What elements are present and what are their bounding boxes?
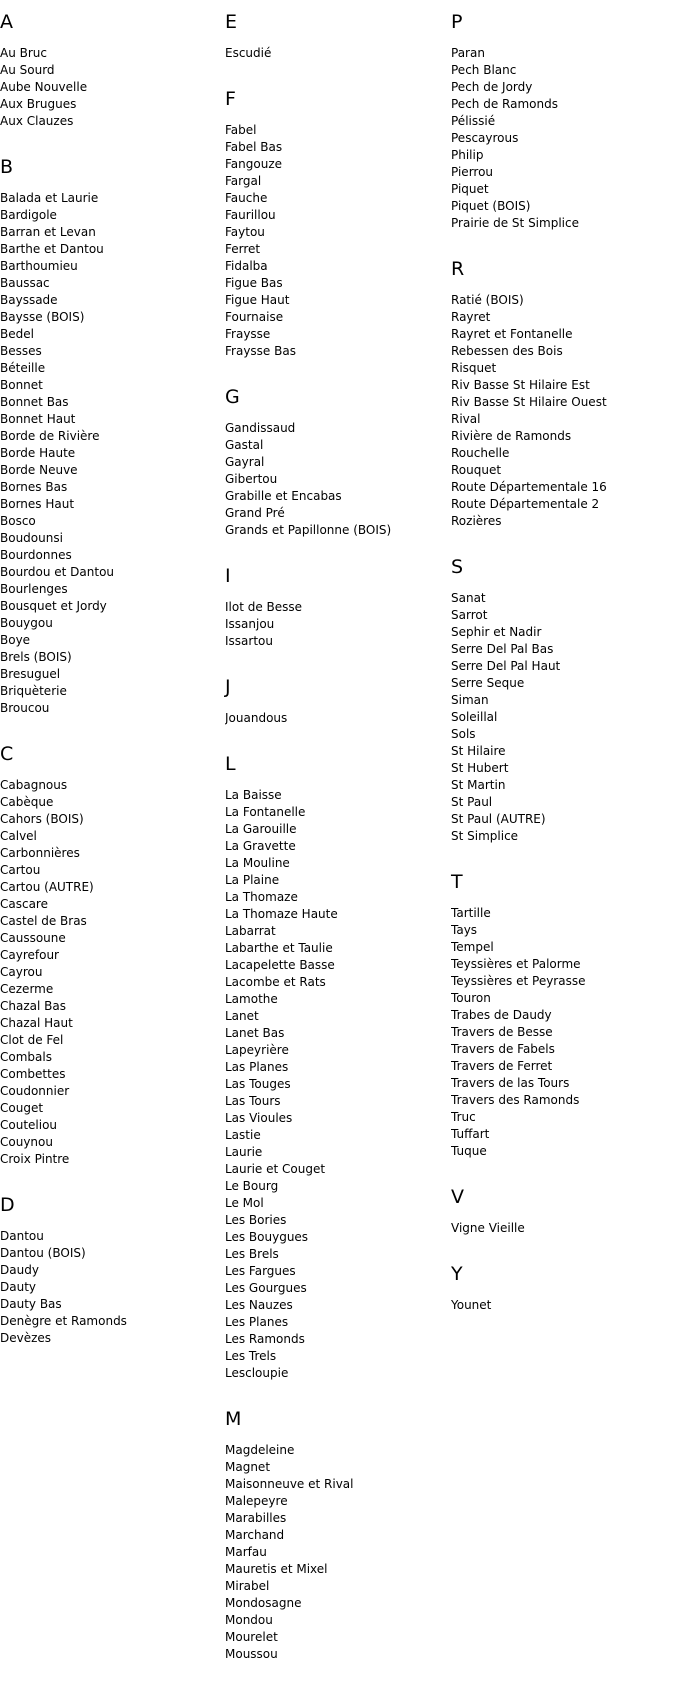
section-letter-heading: D xyxy=(0,1194,15,1216)
place-name-list xyxy=(225,599,440,650)
place-name-item: La Garouille xyxy=(225,822,297,836)
place-name-item: Ratié (BOIS) xyxy=(451,293,524,307)
letter-section xyxy=(451,870,675,1160)
place-name-item: Serre Del Pal Haut xyxy=(451,659,561,673)
place-name-item: Bourdonnes xyxy=(0,548,72,562)
letter-section xyxy=(225,87,440,360)
section-letter-heading: M xyxy=(225,1408,242,1430)
place-name-item: Le Mol xyxy=(225,1196,264,1210)
section-letter-heading: Y xyxy=(451,1263,463,1285)
letter-section xyxy=(0,155,215,717)
place-name-item: Faytou xyxy=(225,225,265,239)
place-name-item: Younet xyxy=(451,1298,492,1312)
place-name-item: Pierrou xyxy=(451,165,494,179)
place-name-item: Mourelet xyxy=(225,1630,278,1644)
place-name-item: Bousquet et Jordy xyxy=(0,599,107,613)
section-letter-heading: I xyxy=(225,565,231,587)
place-name-item: Barthe et Dantou xyxy=(0,242,104,256)
place-name-item: Fournaise xyxy=(225,310,284,324)
place-name-item: Bonnet Haut xyxy=(0,412,76,426)
place-name-item: Carbonnières xyxy=(0,846,80,860)
place-name-item: Piquet xyxy=(451,182,489,196)
place-name-item: Figue Bas xyxy=(225,276,283,290)
place-name-item: Couynou xyxy=(0,1135,53,1149)
place-name-item: Las Touges xyxy=(225,1077,291,1091)
place-name-item: Magdeleine xyxy=(225,1443,295,1457)
place-name-item: Chazal Haut xyxy=(0,1016,73,1030)
place-name-item: Lacapelette Basse xyxy=(225,958,335,972)
place-name-item: Coudonnier xyxy=(0,1084,70,1098)
place-name-list xyxy=(451,590,675,845)
letter-section xyxy=(451,555,675,845)
place-name-item: St Martin xyxy=(451,778,506,792)
place-name-item: Labarrat xyxy=(225,924,276,938)
place-name-item: Gastal xyxy=(225,438,264,452)
place-name-item: Les Nauzes xyxy=(225,1298,293,1312)
place-name-item: La Mouline xyxy=(225,856,290,870)
place-name-item: Daudy xyxy=(0,1263,39,1277)
place-name-item: Pech Blanc xyxy=(451,63,517,77)
place-name-item: Au Bruc xyxy=(0,46,47,60)
place-name-list xyxy=(451,905,675,1160)
place-name-item: Fabel xyxy=(225,123,257,137)
place-name-item: Bourlenges xyxy=(0,582,68,596)
place-name-item: Prairie de St Simplice xyxy=(451,216,579,230)
place-name-item: Castel de Bras xyxy=(0,914,87,928)
place-name-item: Les Ramonds xyxy=(225,1332,305,1346)
letter-section xyxy=(225,10,440,62)
place-name-item: Aube Nouvelle xyxy=(0,80,88,94)
place-name-item: Fabel Bas xyxy=(225,140,283,154)
place-name-item: Couget xyxy=(0,1101,44,1115)
place-name-item: Lescloupie xyxy=(225,1366,289,1380)
place-name-list xyxy=(225,787,440,1382)
place-name-item: Borde Haute xyxy=(0,446,76,460)
place-name-item: La Thomaze Haute xyxy=(225,907,338,921)
place-name-item: Barran et Levan xyxy=(0,225,96,239)
place-name-item: Travers de Fabels xyxy=(451,1042,555,1056)
place-name-item: Cahors (BOIS) xyxy=(0,812,84,826)
place-name-item: Les Planes xyxy=(225,1315,289,1329)
place-name-item: Tuque xyxy=(451,1144,487,1158)
place-name-item: Boye xyxy=(0,633,31,647)
place-name-item: Paran xyxy=(451,46,485,60)
place-name-item: Cartou xyxy=(0,863,41,877)
place-name-list xyxy=(0,777,215,1168)
place-name-item: Marabilles xyxy=(225,1511,287,1525)
place-name-item: Cartou (AUTRE) xyxy=(0,880,94,894)
index-column-3 xyxy=(451,10,675,1339)
place-name-item: Gibertou xyxy=(225,472,278,486)
place-name-item: Gandissaud xyxy=(225,421,296,435)
place-name-item: Issanjou xyxy=(225,617,275,631)
place-name-item: Rayret et Fontanelle xyxy=(451,327,573,341)
place-name-item: Calvel xyxy=(0,829,37,843)
place-name-item: Les Bouygues xyxy=(225,1230,309,1244)
place-name-item: Philip xyxy=(451,148,484,162)
section-letter-heading: S xyxy=(451,556,464,578)
place-name-item: Rouquet xyxy=(451,463,502,477)
place-name-item: Lacombe et Rats xyxy=(225,975,326,989)
letter-section xyxy=(225,675,440,727)
place-name-item: Lamothe xyxy=(225,992,278,1006)
place-name-item: Teyssières et Peyrasse xyxy=(451,974,586,988)
place-name-item: Rival xyxy=(451,412,481,426)
place-name-item: Baussac xyxy=(0,276,50,290)
place-name-list xyxy=(225,710,440,727)
place-name-item: Cabèque xyxy=(0,795,54,809)
place-name-item: Figue Haut xyxy=(225,293,290,307)
place-name-item: Travers de Ferret xyxy=(451,1059,553,1073)
place-name-list xyxy=(225,420,440,539)
place-name-item: Pescayrous xyxy=(451,131,519,145)
place-name-item: Fidalba xyxy=(225,259,268,273)
section-letter-heading: P xyxy=(451,11,463,33)
place-name-item: Route Départementale 2 xyxy=(451,497,600,511)
place-name-item: Trabes de Daudy xyxy=(451,1008,552,1022)
place-name-item: Riv Basse St Hilaire Ouest xyxy=(451,395,607,409)
place-name-item: Siman xyxy=(451,693,489,707)
place-name-item: Fargal xyxy=(225,174,262,188)
place-name-item: Pech de Jordy xyxy=(451,80,533,94)
place-name-item: Las Vioules xyxy=(225,1111,293,1125)
section-letter-heading: F xyxy=(225,88,236,110)
place-name-list xyxy=(451,292,675,530)
place-name-item: Marchand xyxy=(225,1528,285,1542)
place-name-item: Dantou (BOIS) xyxy=(0,1246,86,1260)
place-name-item: Soleillal xyxy=(451,710,498,724)
section-letter-heading: T xyxy=(451,871,463,893)
place-name-item: Les Gourgues xyxy=(225,1281,307,1295)
place-name-item: St Hubert xyxy=(451,761,509,775)
place-name-item: Les Trels xyxy=(225,1349,277,1363)
letter-section xyxy=(0,1193,215,1347)
place-name-item: Denègre et Ramonds xyxy=(0,1314,127,1328)
place-name-list xyxy=(225,122,440,360)
place-name-item: Le Bourg xyxy=(225,1179,279,1193)
place-name-item: Maisonneuve et Rival xyxy=(225,1477,354,1491)
place-name-item: Caussoune xyxy=(0,931,66,945)
place-name-item: Riv Basse St Hilaire Est xyxy=(451,378,590,392)
place-name-item: Cayrefour xyxy=(0,948,59,962)
letter-section xyxy=(0,10,215,130)
letter-section xyxy=(451,10,675,232)
place-name-item: Bardigole xyxy=(0,208,57,222)
place-name-item: Serre Seque xyxy=(451,676,525,690)
section-letter-heading: L xyxy=(225,753,236,775)
place-name-item: Fangouze xyxy=(225,157,283,171)
place-name-item: Aux Clauzes xyxy=(0,114,74,128)
place-name-item: Mauretis et Mixel xyxy=(225,1562,328,1576)
section-letter-heading: A xyxy=(0,11,13,33)
place-name-item: Bonnet Bas xyxy=(0,395,69,409)
place-name-item: Lastie xyxy=(225,1128,261,1142)
place-name-item: Escudié xyxy=(225,46,272,60)
place-name-item: La Fontanelle xyxy=(225,805,306,819)
place-name-item: Travers des Ramonds xyxy=(451,1093,580,1107)
place-name-item: Gayral xyxy=(225,455,265,469)
place-name-item: Boudounsi xyxy=(0,531,63,545)
section-letter-heading: C xyxy=(0,743,14,765)
place-name-item: Barthoumieu xyxy=(0,259,78,273)
place-name-item: Croix Pintre xyxy=(0,1152,70,1166)
section-letter-heading: B xyxy=(0,156,14,178)
place-name-item: Broucou xyxy=(0,701,50,715)
letter-section xyxy=(451,1262,675,1314)
index-column-1 xyxy=(0,10,215,1372)
place-name-item: Truc xyxy=(451,1110,476,1124)
place-name-item: Grabille et Encabas xyxy=(225,489,342,503)
letter-section xyxy=(225,752,440,1382)
place-name-item: Piquet (BOIS) xyxy=(451,199,531,213)
place-name-item: Sephir et Nadir xyxy=(451,625,542,639)
place-name-item: Cascare xyxy=(0,897,48,911)
place-name-item: La Gravette xyxy=(225,839,296,853)
place-name-item: Travers de Besse xyxy=(451,1025,553,1039)
place-name-item: Faurillou xyxy=(225,208,276,222)
place-name-item: Laurie et Couget xyxy=(225,1162,326,1176)
place-name-item: Rivière de Ramonds xyxy=(451,429,572,443)
place-name-item: Laurie xyxy=(225,1145,263,1159)
section-letter-heading: E xyxy=(225,11,238,33)
place-name-item: Serre Del Pal Bas xyxy=(451,642,554,656)
place-name-item: Bayssade xyxy=(0,293,58,307)
place-name-item: La Plaine xyxy=(225,873,280,887)
place-name-item: Dauty Bas xyxy=(0,1297,62,1311)
place-name-list xyxy=(451,1220,675,1237)
place-name-item: Las Tours xyxy=(225,1094,281,1108)
place-name-item: Malepeyre xyxy=(225,1494,288,1508)
letter-section xyxy=(0,742,215,1168)
place-name-item: Tempel xyxy=(451,940,494,954)
place-name-item: Les Fargues xyxy=(225,1264,296,1278)
place-name-list xyxy=(451,1297,675,1314)
place-name-item: Marfau xyxy=(225,1545,267,1559)
place-name-item: Les Brels xyxy=(225,1247,279,1261)
place-name-list xyxy=(0,190,215,717)
place-name-item: Bornes Bas xyxy=(0,480,68,494)
place-name-item: St Simplice xyxy=(451,829,519,843)
letter-section xyxy=(225,385,440,539)
place-name-list xyxy=(0,45,215,130)
place-name-item: Grands et Papillonne (BOIS) xyxy=(225,523,392,537)
place-name-item: Besses xyxy=(0,344,42,358)
place-name-item: Clot de Fel xyxy=(0,1033,64,1047)
place-name-item: Tays xyxy=(451,923,478,937)
place-name-item: Bosco xyxy=(0,514,36,528)
place-name-item: Moussou xyxy=(225,1647,278,1661)
place-name-item: Pech de Ramonds xyxy=(451,97,558,111)
place-name-item: Couteliou xyxy=(0,1118,58,1132)
place-name-item: Devèzes xyxy=(0,1331,52,1345)
place-name-item: Cezerme xyxy=(0,982,54,996)
place-name-item: Balada et Laurie xyxy=(0,191,99,205)
place-name-item: Rebessen des Bois xyxy=(451,344,563,358)
place-name-item: Touron xyxy=(451,991,491,1005)
place-name-item: Béteille xyxy=(0,361,46,375)
place-name-item: Sanat xyxy=(451,591,486,605)
place-name-item: Labarthe et Taulie xyxy=(225,941,333,955)
place-name-item: Pélissié xyxy=(451,114,496,128)
place-name-item: Borde de Rivière xyxy=(0,429,100,443)
place-name-item: Fraysse xyxy=(225,327,271,341)
place-name-item: Baysse (BOIS) xyxy=(0,310,85,324)
place-name-item: Lanet xyxy=(225,1009,259,1023)
place-name-item: St Paul xyxy=(451,795,493,809)
place-name-item: Rozières xyxy=(451,514,502,528)
place-name-item: Las Planes xyxy=(225,1060,289,1074)
place-name-item: Risquet xyxy=(451,361,497,375)
place-name-item: Teyssières et Palorme xyxy=(451,957,581,971)
letter-section xyxy=(225,1407,440,1663)
place-name-item: Bourdou et Dantou xyxy=(0,565,115,579)
letter-section xyxy=(451,1185,675,1237)
place-name-item: Route Départementale 16 xyxy=(451,480,607,494)
place-name-item: Mondosagne xyxy=(225,1596,302,1610)
place-name-item: Ferret xyxy=(225,242,261,256)
section-letter-heading: G xyxy=(225,386,240,408)
place-name-item: Fauche xyxy=(225,191,268,205)
place-name-item: Vigne Vieille xyxy=(451,1221,525,1235)
place-name-item: Briquèterie xyxy=(0,684,67,698)
index-column-2 xyxy=(225,10,440,1688)
place-name-item: Jouandous xyxy=(225,711,288,725)
place-name-item: Mirabel xyxy=(225,1579,270,1593)
place-name-list xyxy=(451,45,675,232)
place-name-item: Issartou xyxy=(225,634,273,648)
place-name-item: Travers de las Tours xyxy=(451,1076,570,1090)
place-name-item: Dantou xyxy=(0,1229,44,1243)
place-name-item: Chazal Bas xyxy=(0,999,66,1013)
section-letter-heading: R xyxy=(451,258,465,280)
place-name-list xyxy=(0,1228,215,1347)
place-name-item: La Thomaze xyxy=(225,890,298,904)
place-name-item: Sarrot xyxy=(451,608,488,622)
place-name-item: Fraysse Bas xyxy=(225,344,296,358)
place-name-item: Cabagnous xyxy=(0,778,68,792)
place-name-item: Bornes Haut xyxy=(0,497,75,511)
place-name-item: Bonnet xyxy=(0,378,43,392)
place-name-item: Aux Brugues xyxy=(0,97,77,111)
place-name-item: Rayret xyxy=(451,310,491,324)
place-name-list xyxy=(225,1442,440,1663)
place-name-item: Brels (BOIS) xyxy=(0,650,72,664)
place-name-item: Grand Pré xyxy=(225,506,285,520)
place-name-item: Lanet Bas xyxy=(225,1026,285,1040)
place-name-item: Bouygou xyxy=(0,616,53,630)
place-name-item: Tartille xyxy=(451,906,491,920)
place-name-item: Bedel xyxy=(0,327,34,341)
place-name-item: Au Sourd xyxy=(0,63,55,77)
place-name-item: La Baisse xyxy=(225,788,282,802)
section-letter-heading: V xyxy=(451,1186,464,1208)
place-name-item: Dauty xyxy=(0,1280,37,1294)
place-name-item: Combals xyxy=(0,1050,52,1064)
place-name-item: Magnet xyxy=(225,1460,271,1474)
place-name-item: Cayrou xyxy=(0,965,43,979)
place-name-item: St Hilaire xyxy=(451,744,506,758)
place-name-item: Lapeyrière xyxy=(225,1043,289,1057)
place-name-item: Tuffart xyxy=(451,1127,490,1141)
letter-section xyxy=(451,257,675,530)
place-name-item: Borde Neuve xyxy=(0,463,78,477)
place-name-item: Sols xyxy=(451,727,476,741)
letter-section xyxy=(225,564,440,650)
place-name-item: Ilot de Besse xyxy=(225,600,303,614)
place-name-item: Bresuguel xyxy=(0,667,61,681)
place-name-item: Rouchelle xyxy=(451,446,510,460)
place-name-item: Mondou xyxy=(225,1613,273,1627)
section-letter-heading: J xyxy=(225,676,231,698)
place-name-list xyxy=(225,45,440,62)
place-name-item: Combettes xyxy=(0,1067,66,1081)
place-name-item: St Paul (AUTRE) xyxy=(451,812,546,826)
place-name-item: Les Bories xyxy=(225,1213,287,1227)
